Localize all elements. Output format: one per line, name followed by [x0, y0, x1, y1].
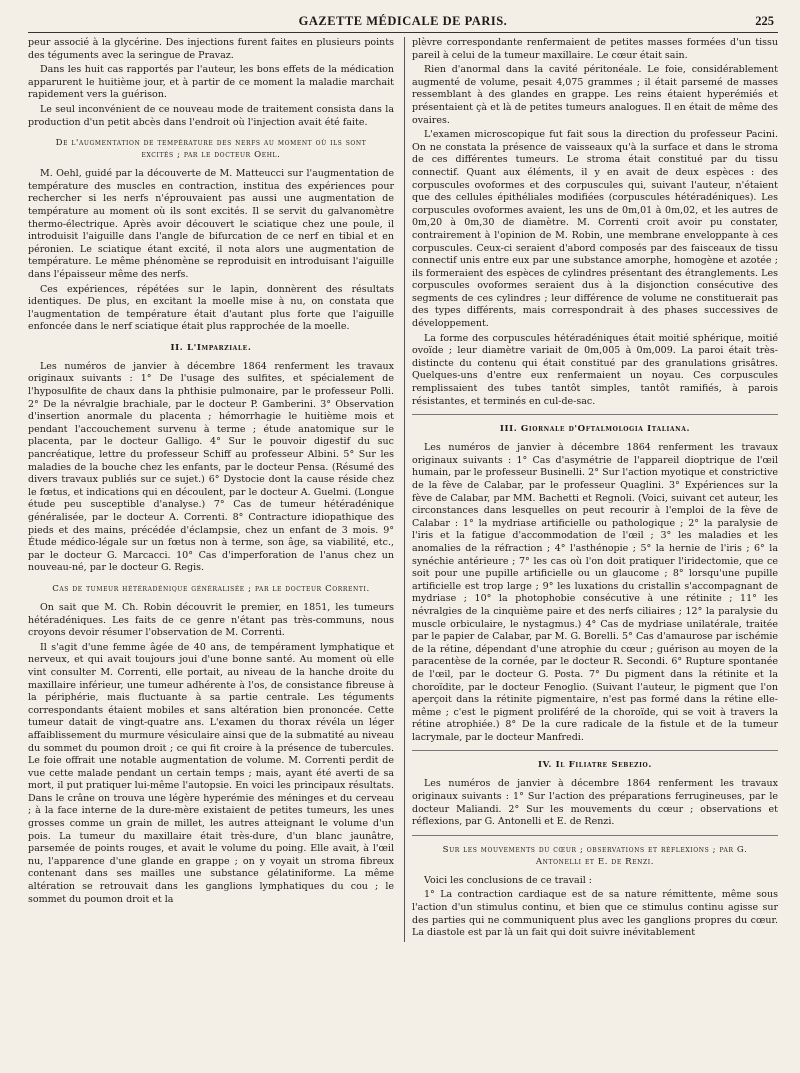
section-heading-imparziale: II. L'Imparziale.: [170, 342, 252, 353]
paragraph: On sait que M. Ch. Robin découvrit le premier, en 1851, les tumeurs hétéradéniques. Les faits de ce genre n'étant pas très-communs, nous croyons devoir résumer l'observation de M. Correnti.: [28, 601, 394, 639]
paragraph: L'examen microscopique fut fait sous la direction du professeur Pacini. On ne constata la présence de vaisseaux qu'à la surface et dans le stroma de ces différentes tumeurs. Le stroma était constitué par du tissu connectif. Quant aux éléments, il y en avait de deux espèces : des corpuscules ovoformes et des corpuscules qui, suivant l'auteur, n'étaient que des cellules épithéliales modifiées (corpuscules hétéradéniques). Les corpuscules ovoformes avaient, les uns de 0m,01 à 0m,02, et les autres de 0m,20 à 0m,30 de diamètre. M. Correnti croit avoir pu constater, contrairement à l'opinion de M. Robin, une membrane enveloppante à ces corpuscules. Ceux-ci seraient d'abord composés par des faisceaux de tissu connectif unis entre eux par une substance amorphe, homogène et azotée ; ils formeraient des espèces de cylindres présentant des étranglements. Les corpuscules ovoformes seraient dus à la disjonction consécutive des segments de ces cylindres ; leur différence de volume ne constituerait pas des types différents, mais correspondrait à des phases successives de développement.: [412, 129, 778, 330]
paragraph: plèvre correspondante renfermaient de petites masses formées d'un tissu pareil à celui de la tumeur maxillaire. Le cœur était sain.: [412, 37, 778, 61]
section-divider: [412, 414, 778, 415]
section-heading-oehl: De l'augmentation de température des nerfs au moment où ils sont excités ; par le docteur Oehl.: [55, 138, 367, 161]
right-column: [403, 37, 778, 942]
paragraph: Les numéros de janvier à décembre 1864 renferment les travaux originaux suivants : 1° De l'usage des sulfites, et spécialement de l'hyposulfite de chaux dans la phthisie pulmonaire, par le professeur Polli. 2° De la névralgie brachiale, par le docteur P. Gamberini. 3° Observation d'insertion anormale du placenta ; hémorrhagie le huitième mois et pendant l'accouchement survenu à terme ; étude anatomique sur le placenta, par le docteur Galligo. 4° Sur le pouvoir digestif du suc pancréatique, lettre du professeur Schiff au professeur Albini. 5° Sur les maladies de la bouche chez les enfants, par le docteur Pensa. (Résumé des divers travaux publiés sur ce sujet.) 6° Dystocie dont la cause réside chez le fœtus, et indications qui en découlent, par le docteur A. Guelmi. (Longue étude peu susceptible d'analyse.) 7° Cas de tumeur hétéradénique généralisée, par le docteur A. Correnti. 8° Contracture idiopathique des pieds et des mains, précédée d'éclampsie, chez un enfant de 3 mois. 9° Étude médico-légale sur un fœtus non à terme, son âge, sa viabilité, etc., par le docteur G. Marcacci. 10° Cas d'imperforation de l'anus chez un nouveau-né, par le docteur G. Regis.: [28, 360, 394, 574]
page-number: 225: [755, 14, 774, 28]
section-divider: [412, 835, 778, 836]
paragraph: Les numéros de janvier à décembre 1864 renferment les travaux originaux suivants : 1° Sur l'action des préparations ferrugineuses, par le docteur Maliandi. 2° Sur les mouvements du cœur ; observations et réflexions, par G. Antonelli et E. de Renzi.: [412, 778, 778, 828]
paragraph: Il s'agit d'une femme âgée de 40 ans, de tempérament lymphatique et nerveux, et qui avait toujours joui d'une bonne santé. Au moment où elle vint consulter M. Correnti, elle portait, au niveau de la hanche droite du maxillaire inférieur, une tumeur adhérente à l'os, de consistance fibreuse à la périphérie, mais fluctuante à sa partie centrale. Les téguments correspondants étaient mobiles et sans altération bien prononcée. Cette tumeur datait de vingt-quatre ans. L'examen du thorax révéla un léger affaiblissement du murmure vésiculaire ainsi que de la submatité au niveau du sommet du poumon droit ; ce qui fit croire à la présence de tubercules. Le foie offrait une notable augmentation de volume. M. Correnti perdit de vue cette malade pendant un certain temps ; mais, ayant été averti de sa mort, il put pratiquer lui-même l'autopsie. En voici les principaux résultats. Dans le crâne on trouva une légère hyperémie des méninges et du cerveau ; à la face interne de la dure-mère existaient de petites tumeurs, les unes grosses comme un grain de millet, les autres atteignant le volume d'un pois. La tumeur du maxillaire était très-dure, d'un blanc jaunâtre, parsemée de points rouges, et avait le volume du poing. Elle avait, à l'œil nu, l'apparence d'une glande en grappe ; on y voyait un stroma fibreux contenant dans ses mailles une substance gélatiniforme. La même altération se retrouvait dans les ganglions lymphatiques du cou ; le sommet du poumon droit et la: [28, 641, 394, 905]
paragraph: Voici les conclusions de ce travail :: [424, 874, 592, 886]
section-heading-oftalmologia: III. Giornale d'Oftalmologia Italiana.: [499, 424, 691, 435]
section-divider: [412, 750, 778, 751]
paragraph: Rien d'anormal dans la cavité péritonéale. Le foie, considérablement augmenté de volume, pesait 4,075 grammes ; il était parsemé de masses ressemblant à des glandes en grappe. Les reins étaient hyperémiés et présentaient çà et là de petites tumeurs analogues. Il en était de même des ovaires.: [412, 64, 778, 126]
paragraph: Ces expériences, répétées sur le lapin, donnèrent des résultats identiques. De plus, en excitant la moelle mise à nu, on constata que l'augmentation de température était d'autant plus forte que l'aiguille enfoncée dans le nerf sciatique était plus rapprochée de la moelle.: [28, 283, 394, 333]
two-column-body: [28, 37, 778, 942]
paragraph: peur associé à la glycérine. Des injections furent faites en plusieurs points des téguments avec la seringue de Pravaz.: [28, 37, 394, 61]
section-heading-filiatre: IV. Il Filiatre Sebezio.: [538, 760, 652, 771]
paragraph: La forme des corpuscules hétéradéniques était moitié sphérique, moitié ovoïde ; leur diamètre variait de 0m,005 à 0m,009. La paroi était très-distincte du contenu qui était constitué par des granulations grisâtres. Quelques-uns d'entre eux renfermaient un noyau. Ces corpuscules remplissaient des tubes tantôt simples, tantôt ramifiés, à parois résistantes, et terminés en cul-de-sac.: [412, 332, 778, 407]
paragraph: 1° La contraction cardiaque est de sa nature rémittente, même sous l'action d'un stimulus continu, et bien que ce stimulus continu agisse sur des parties qui ne communiquent plus avec les ganglions propres du cœur. La diastole est par là un fait qui doit suivre inévitablement: [412, 889, 778, 939]
left-column: [28, 37, 403, 942]
section-heading-mouvements: Sur les mouvements du cœur ; observations et réflexions ; par G. Antonelli et E. de Renzi.: [442, 844, 748, 867]
page-header: [28, 12, 778, 33]
paragraph: Dans les huit cas rapportés par l'auteur, les bons effets de la médication apparurent le huitième jour, et à partir de ce moment la maladie marchait rapidement vers la guérison.: [28, 64, 394, 101]
journal-title: GAZETTE MÉDICALE DE PARIS.: [298, 14, 508, 28]
paragraph: Le seul inconvénient de ce nouveau mode de traitement consista dans la production d'un petit abcès dans l'endroit où l'injection avait été faite.: [28, 103, 394, 128]
column-divider: [404, 37, 405, 942]
section-heading-tumeur: Cas de tumeur hétéradénique généralisée ; par le docteur Correnti.: [52, 583, 370, 594]
paragraph: M. Oehl, guidé par la découverte de M. Matteucci sur l'augmentation de température des muscles en contraction, institua des expériences pour rechercher si les nerfs n'éprouvaient pas aussi une augmentation de température au moment où ils sont excités. Il se servit du galvanomètre thermo-électrique. Après avoir découvert le sciatique chez une poule, il introduisit l'aiguille dans l'angle de bifurcation de ce nerf en tibial et en péronien. Le sciatique étant excité, il nota alors une augmentation de température. Le même phénomène se reproduisit en introduisant l'aiguille dans l'épaisseur même des nerfs.: [28, 168, 394, 280]
paragraph: Les numéros de janvier à décembre 1864 renferment les travaux originaux suivants : 1° Cas d'asymétrie de l'appareil dioptrique de l'œil humain, par le professeur Businelli. 2° Sur l'action myotique et constrictive de la fève de Calabar, par le professeur Quaglini. 3° Expériences sur la fève de Calabar, par MM. Bachetti et Regnoli. (Voici, suivant cet auteur, les circonstances dans lesquelles on peut recourir à l'emploi de la fève de Calabar : 1° la mydriase artificielle ou pathologique ; 2° la paralysie de l'iris et la fatigue d'accommodation de l'œil ; 3° les maladies et les anomalies de la réfraction ; 4° l'asthénopie ; 5° la hernie de l'iris ; 6° la synéchie antérieure ; 7° les cas où l'on doit pratiquer l'iridectomie, que ce soit pour une pupille artificielle ou un glaucome ; 8° lorsqu'une pupille artificielle est trop large ; 9° les luxations du cristallin s'accompagnant de mydriase ; 10° la photophobie consécutive à une rétinite ; 11° les névralgies de la cinquième paire et des nerfs ciliaires ; 12° la paralysie du muscle orbiculaire, le nystagmus.) 4° Cas de mydriase unilatérale, traitée par le papier de Calabar, par M. G. Borelli. 5° Cas d'amaurose par ischémie de la rétine, dépendant d'une atrophie du cœur ; guérison au moyen de la paracentèse de la cornée, par le docteur R. Secondi. 6° Rupture spontanée de l'œil, par le docteur G. Posta. 7° Du pigment dans la rétinite et la choroïdite, par le docteur Fenoglio. (Suivant l'auteur, le pigment que l'on aperçoit dans la rétinite pigmentaire, n'est pas formé dans la rétine elle-même ; c'est le pigment proliféré de la choroïde, qui se voit à travers la rétine atrophiée.) 8° De la cure radicale de la fistule et de la tumeur lacrymale, par le docteur Manfredi.: [412, 442, 778, 743]
